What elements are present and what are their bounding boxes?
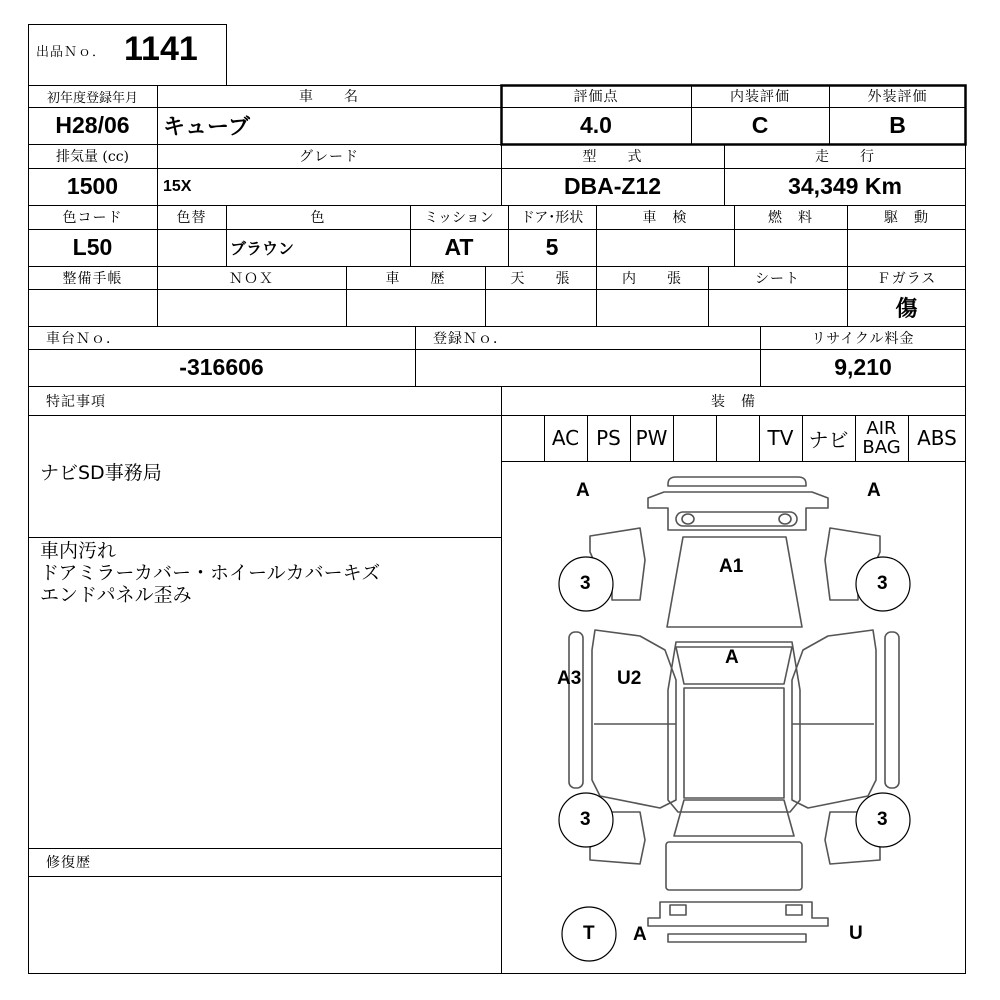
score-value: 4.0: [580, 112, 612, 138]
interior-label: 内装評価: [730, 89, 790, 105]
exterior-value: B: [889, 112, 906, 138]
equipment-item-abs: ABS: [917, 426, 957, 450]
doors-value: 5: [545, 234, 559, 260]
sunroof-label: 天 張: [510, 270, 571, 287]
equipment-item-navi: ナビ: [808, 427, 849, 452]
equipment-item-tv: TV: [767, 426, 794, 450]
interior-value: C: [751, 112, 769, 138]
drive-label: 駆 動: [884, 210, 929, 226]
car-name-value: キューブ: [163, 114, 250, 139]
mark-left-side-u2: U2: [617, 668, 642, 689]
transmission-label: ミッション: [424, 210, 494, 226]
equipment-item-ps: PS: [596, 426, 621, 450]
interior-top-label: 内 張: [622, 270, 682, 287]
equipment-label: 装 備: [711, 393, 756, 410]
history-label: 車 歴: [385, 270, 446, 287]
color-label: 色: [310, 210, 326, 226]
lot-label: 出品Ｎｏ．: [36, 45, 107, 60]
mark-windshield: A: [725, 647, 739, 668]
grade-label: グレード: [299, 149, 359, 165]
doors-label: ドア･形状: [520, 210, 584, 226]
nox-label: ＮＯＸ: [229, 270, 274, 287]
mark-wheel-rl: 3: [580, 809, 591, 830]
fuel-label: 燃 料: [768, 210, 813, 226]
mark-spare: T: [583, 923, 595, 944]
color-change-label: 色替: [176, 210, 207, 226]
notes-text-secondary: 車内汚れ ドアミラーカバー・ホイールカバーキズ エンドパネル歪み: [40, 540, 381, 606]
equipment-item-pw: PW: [635, 426, 668, 450]
recycle-value: 9,210: [834, 354, 892, 380]
equipment-item-airbag: AIR BAG: [862, 418, 901, 458]
transmission-value: AT: [444, 234, 474, 260]
f-glass-value: 傷: [895, 297, 918, 322]
registration-label: 登録Ｎｏ．: [433, 330, 508, 347]
maintenance-label: 整備手帳: [62, 270, 123, 287]
color-code-value: L50: [72, 234, 113, 260]
score-label: 評価点: [573, 89, 619, 105]
notes-text-primary: ナビSD事務局: [40, 462, 162, 484]
mark-front-right: A: [867, 480, 881, 501]
mark-wheel-rr: 3: [877, 809, 888, 830]
first-reg-label: 初年度登録年月: [46, 90, 138, 106]
recycle-label: リサイクル料金: [811, 330, 915, 347]
car-name-label: 車 名: [299, 89, 359, 105]
chassis-label: 車台Ｎｏ．: [46, 330, 121, 347]
color-value: ブラウン: [230, 241, 295, 258]
lot-number: 1141: [124, 30, 198, 68]
mark-left-side-a3: A3: [557, 668, 582, 689]
repair-history-label: 修復歴: [46, 855, 91, 871]
displacement-label: 排気量 (cc): [55, 149, 130, 165]
displacement-value: 1500: [66, 173, 119, 199]
model-label: 型 式: [582, 149, 643, 165]
mark-front-left: A: [576, 480, 590, 501]
mark-rear-left: A: [633, 924, 647, 945]
notes-label: 特記事項: [46, 393, 106, 410]
mark-hood: A1: [719, 556, 744, 577]
exterior-label: 外装評価: [867, 89, 928, 105]
color-code-label: 色コード: [62, 210, 123, 226]
mileage-value: 34,349 Km: [788, 173, 902, 199]
chassis-value: -316606: [179, 354, 264, 380]
mark-rear-right: U: [849, 923, 863, 944]
seat-label: シート: [755, 270, 800, 287]
equipment-item-ac: AC: [551, 426, 580, 450]
first-reg-value: H28/06: [55, 112, 130, 138]
mileage-label: 走 行: [815, 149, 875, 165]
inspection-label: 車 検: [642, 210, 688, 226]
mark-wheel-fl: 3: [580, 573, 591, 594]
mark-wheel-fr: 3: [877, 573, 888, 594]
grade-value: 15X: [163, 177, 192, 195]
f-glass-label: Ｆガラス: [876, 270, 937, 287]
model-value: DBA-Z12: [563, 173, 662, 199]
